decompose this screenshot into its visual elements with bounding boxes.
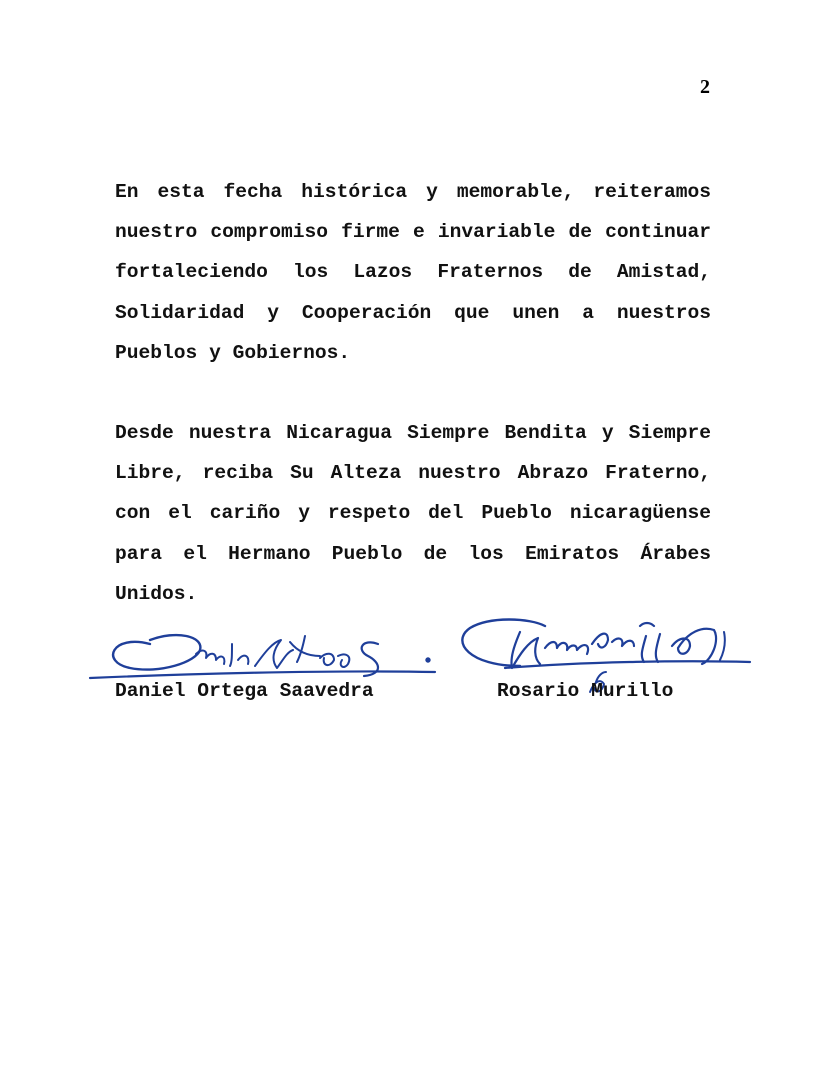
- letter-body: [115, 172, 711, 614]
- signatory-name-rosario-murillo: Rosario Murillo: [497, 680, 674, 702]
- signatory-name-daniel-ortega: Daniel Ortega Saavedra: [115, 680, 374, 702]
- signature-block: [0, 596, 825, 716]
- body-paragraph-1: En esta fecha histórica y memorable, reiteramos nuestro compromiso firme e invariable de continuar fortaleciendo los Lazos Fraternos de Amistad, Solidaridad y Cooperación que unen a nuestros Pueblos y Gobiernos.: [115, 181, 711, 364]
- signature-daniel-ortega: [90, 635, 435, 678]
- body-paragraph-2: Desde nuestra Nicaragua Siempre Bendita y Siempre Libre, reciba Su Alteza nuestro Abrazo Fraterno, con el cariño y respeto del Pueblo nicaragüense para el Hermano Pueblo de los Emiratos Árabes Unidos.: [115, 422, 711, 605]
- page-number: 2: [700, 76, 710, 98]
